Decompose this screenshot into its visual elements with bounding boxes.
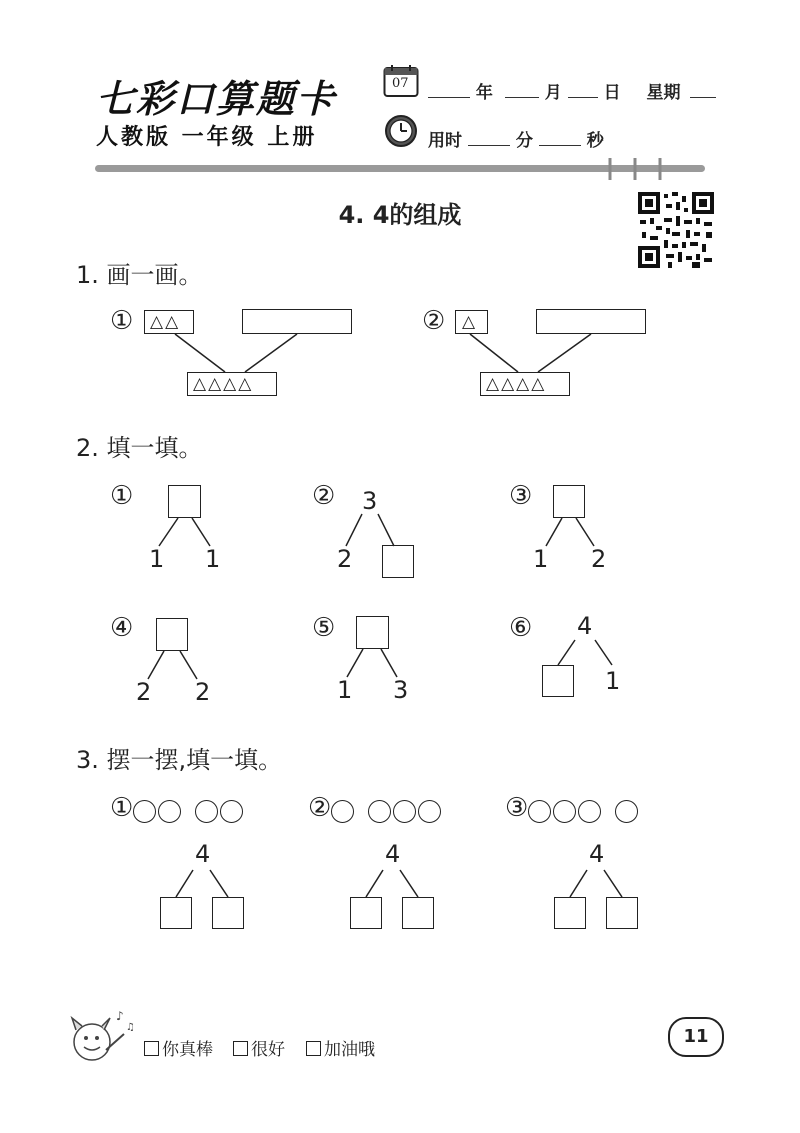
time-row [428, 126, 604, 151]
fill-5-left-number: 1 [337, 676, 353, 704]
arrange-3-left-box[interactable] [554, 897, 586, 929]
calendar-day: 07 [392, 76, 409, 91]
edition-label: 人教版 一年级 上册 [96, 125, 318, 150]
fill-5-right-number: 3 [393, 676, 409, 704]
circle-icon [220, 800, 243, 823]
draw-2-bottom-box [480, 372, 570, 396]
arrange-2-right-box[interactable] [402, 897, 434, 929]
circle-icon [195, 800, 218, 823]
fill-2-left-number: 2 [337, 545, 353, 573]
page-number: 11 [668, 1017, 724, 1057]
page-title: 4. 4的组成 [338, 201, 462, 229]
fill-5-mark: ⑤ [312, 613, 336, 643]
brand-title: 七彩口算题卡 [96, 76, 337, 121]
fill-2-right-box[interactable] [382, 545, 414, 578]
arrange-3-mark: ③ [505, 793, 529, 823]
arrange-3-total: 4 [589, 840, 605, 868]
arrange-1-left-box[interactable] [160, 897, 192, 929]
circle-icon [615, 800, 638, 823]
draw-2-bottom-triangles: △△△△ [486, 374, 547, 394]
circle-icon [578, 800, 601, 823]
fill-2-mark: ② [312, 481, 336, 511]
circle-icon [528, 800, 551, 823]
draw-1-bottom-box [187, 372, 277, 396]
fill-3-top-box[interactable] [553, 485, 585, 518]
circle-icon [331, 800, 354, 823]
rating-good-label: 很好 [251, 1040, 285, 1060]
circle-icon [553, 800, 576, 823]
fill-6-left-box[interactable] [542, 665, 574, 697]
arrange-1-mark: ① [110, 793, 134, 823]
month-blank[interactable] [505, 96, 539, 98]
circle-icon [158, 800, 181, 823]
checkbox-icon[interactable] [144, 1041, 159, 1056]
fill-6-mark: ⑥ [509, 613, 533, 643]
rating-keep-going[interactable] [306, 1035, 375, 1060]
arrange-2-mark: ② [308, 793, 332, 823]
circle-icon [368, 800, 391, 823]
draw-1-bottom-triangles: △△△△ [193, 374, 254, 394]
arrange-3-right-box[interactable] [606, 897, 638, 929]
fill-2-top-number: 3 [362, 487, 378, 515]
month-label: 月 [544, 83, 562, 103]
fill-5-top-box[interactable] [356, 616, 389, 649]
fill-6-right-number: 1 [605, 667, 621, 695]
minutes-label: 分 [515, 131, 533, 151]
draw-1-left-triangles: △△ [150, 312, 181, 332]
fill-1-right-number: 1 [205, 545, 221, 573]
day-label: 日 [603, 83, 621, 103]
fill-1-left-number: 1 [149, 545, 165, 573]
binding-rings [600, 156, 670, 184]
weekday-blank[interactable] [690, 96, 716, 98]
svg-text:♫: ♫ [126, 1022, 135, 1033]
arrange-3-row [505, 793, 640, 823]
day-blank[interactable] [568, 96, 598, 98]
arrange-1-right-box[interactable] [212, 897, 244, 929]
checkbox-icon[interactable] [233, 1041, 248, 1056]
section-1-heading: 1. 画一画。 [76, 261, 203, 289]
checkbox-icon[interactable] [306, 1041, 321, 1056]
fill-1-mark: ① [110, 481, 134, 511]
fill-1-top-box[interactable] [168, 485, 201, 518]
seconds-blank[interactable] [539, 144, 581, 146]
mascot-icon [66, 1004, 136, 1068]
weekday-label: 星期 [646, 83, 681, 103]
fill-4-right-number: 2 [195, 678, 211, 706]
rating-keep-going-label: 加油哦 [324, 1040, 375, 1060]
arrange-2-row [308, 793, 443, 823]
calendar-icon [383, 64, 419, 98]
draw-2-answer-box[interactable] [536, 309, 646, 334]
year-label: 年 [475, 83, 493, 103]
arrange-1-row [110, 793, 245, 823]
section-3-heading: 3. 摆一摆,填一填。 [76, 746, 283, 774]
fill-4-mark: ④ [110, 613, 134, 643]
rating-great-label: 你真棒 [162, 1040, 213, 1060]
draw-1-mark: ① [110, 306, 134, 336]
time-used-label: 用时 [428, 131, 462, 151]
circle-icon [393, 800, 416, 823]
circle-icon [418, 800, 441, 823]
draw-2-mark: ② [422, 306, 446, 336]
year-blank[interactable] [428, 96, 470, 98]
fill-3-mark: ③ [509, 481, 533, 511]
fill-6-top-number: 4 [577, 612, 593, 640]
section-2-heading: 2. 填一填。 [76, 434, 203, 462]
arrange-1-total: 4 [195, 840, 211, 868]
arrange-2-total: 4 [385, 840, 401, 868]
svg-text:♪: ♪ [116, 1009, 124, 1023]
minutes-blank[interactable] [468, 144, 510, 146]
draw-2-left-box [455, 310, 488, 334]
seconds-label: 秒 [586, 131, 604, 151]
rating-great[interactable] [144, 1035, 213, 1060]
clock-icon [383, 112, 419, 148]
fill-3-right-number: 2 [591, 545, 607, 573]
draw-1-answer-box[interactable] [242, 309, 352, 334]
circle-icon [133, 800, 156, 823]
draw-2-left-triangles: △ [462, 312, 478, 332]
draw-1-left-box [144, 310, 194, 334]
fill-4-top-box[interactable] [156, 618, 188, 651]
fill-3-left-number: 1 [533, 545, 549, 573]
rating-good[interactable] [233, 1035, 285, 1060]
fill-4-left-number: 2 [136, 678, 152, 706]
arrange-2-left-box[interactable] [350, 897, 382, 929]
date-row [428, 78, 716, 103]
